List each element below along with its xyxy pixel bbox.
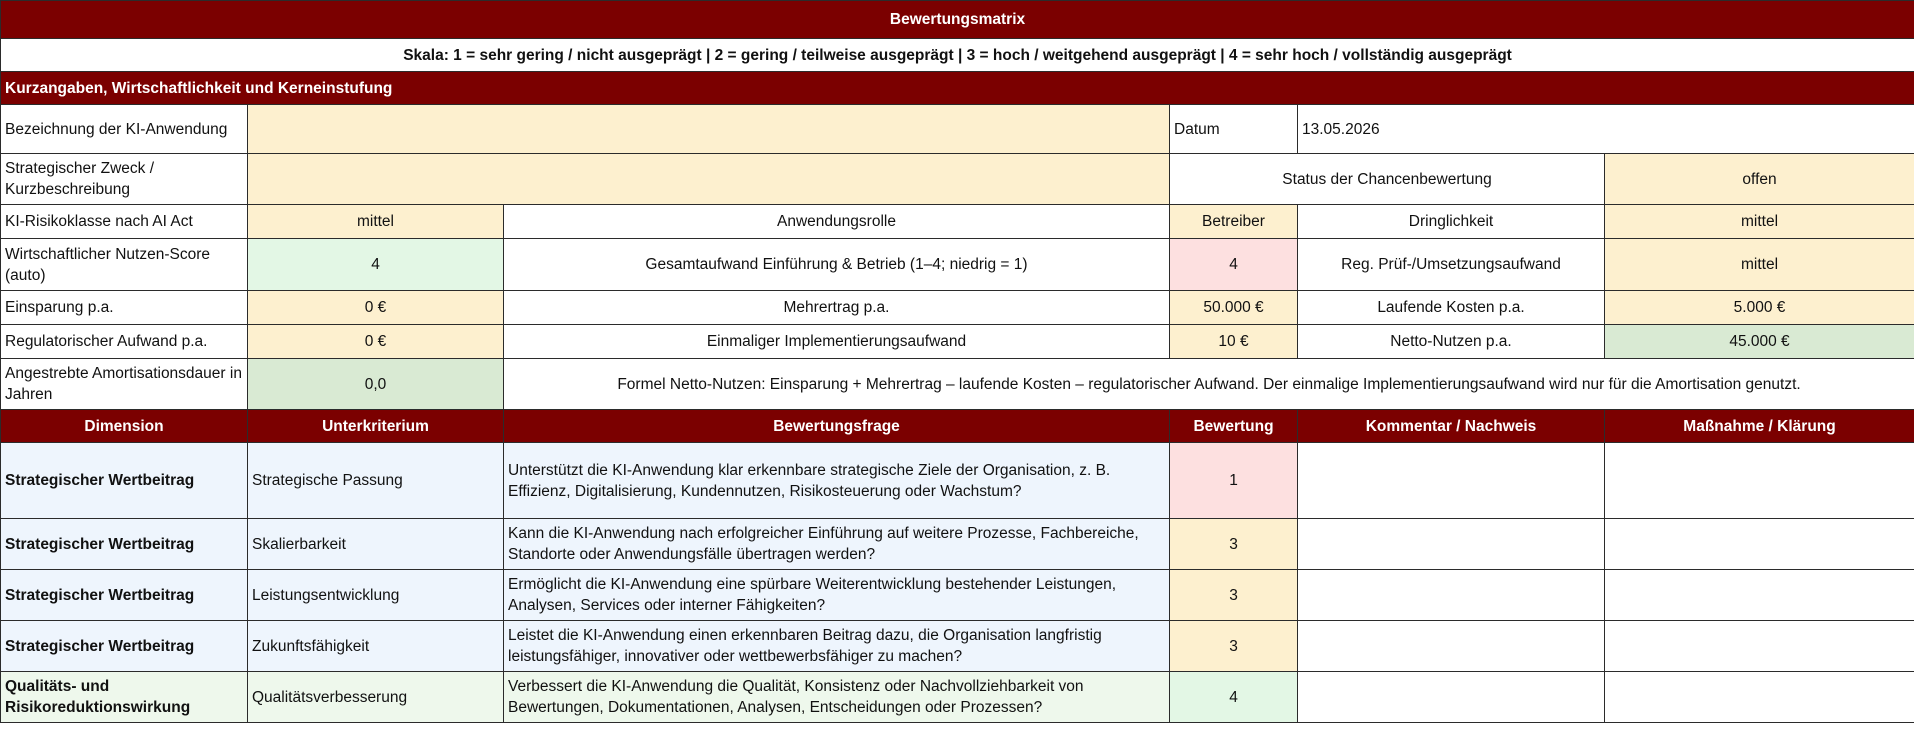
kommentar-cell[interactable] [1298,570,1605,621]
bewertung-cell[interactable]: 4 [1170,672,1298,723]
rolle-label[interactable]: Anwendungsrolle [504,205,1170,239]
frage-cell[interactable]: Verbessert die KI-Anwendung die Qualität, Konsistenz oder Nachvollziehbarkeit von Bewertungen, Dokumentationen, Analysen, Entscheidungen oder Prozessen? [504,672,1170,723]
massnahme-cell[interactable] [1605,519,1914,570]
frage-cell[interactable]: Ermöglicht die KI-Anwendung eine spürbare Weiterentwicklung bestehender Leistungen, Analysen, Services oder interner Fähigkeiten? [504,570,1170,621]
datum-label[interactable]: Datum [1170,105,1298,154]
dimension-cell[interactable]: Strategischer Wertbeitrag [1,621,248,672]
bezeichnung-input[interactable] [248,105,1170,154]
kriterium-cell[interactable]: Skalierbarkeit [248,519,504,570]
frage-cell[interactable]: Unterstützt die KI-Anwendung klar erkennbare strategische Ziele der Organisation, z. B. Effizienz, Digitalisierung, Kundennutzen, Risikosteuerung oder Wachstum? [504,443,1170,519]
kommentar-cell[interactable] [1298,519,1605,570]
implementierung-value[interactable]: 10 € [1170,325,1298,359]
kriterium-cell[interactable]: Zukunftsfähigkeit [248,621,504,672]
kriterium-cell[interactable]: Qualitätsverbesserung [248,672,504,723]
dimension-cell[interactable]: Strategischer Wertbeitrag [1,443,248,519]
rolle-value[interactable]: Betreiber [1170,205,1298,239]
bezeichnung-label[interactable]: Bezeichnung der KI-Anwendung [1,105,248,154]
col-header-bewertungsfrage[interactable]: Bewertungsfrage [504,410,1170,443]
table-row [1,443,1914,519]
massnahme-cell[interactable] [1605,621,1914,672]
massnahme-cell[interactable] [1605,672,1914,723]
mehrertrag-label[interactable]: Mehrertrag p.a. [504,291,1170,325]
dringlichkeit-label[interactable]: Dringlichkeit [1298,205,1605,239]
kommentar-cell[interactable] [1298,672,1605,723]
dimension-cell[interactable]: Strategischer Wertbeitrag [1,519,248,570]
amortisation-value[interactable]: 0,0 [248,359,504,410]
netto-nutzen-value[interactable]: 45.000 € [1605,325,1914,359]
status-label[interactable]: Status der Chancenbewertung [1170,154,1605,205]
kommentar-cell[interactable] [1298,621,1605,672]
netto-nutzen-label[interactable]: Netto-Nutzen p.a. [1298,325,1605,359]
bewertung-cell[interactable]: 3 [1170,519,1298,570]
table-row [1,570,1914,621]
risikoklasse-value[interactable]: mittel [248,205,504,239]
gesamtaufwand-value[interactable]: 4 [1170,239,1298,291]
reg-aufwand-value[interactable]: 0 € [248,325,504,359]
nutzen-score-label[interactable]: Wirtschaftlicher Nutzen-Score (auto) [1,239,248,291]
section-title[interactable]: Kurzangaben, Wirtschaftlichkeit und Kerneinstufung [1,72,1914,105]
scale-legend[interactable]: Skala: 1 = sehr gering / nicht ausgeprägt | 2 = gering / teilweise ausgeprägt | 3 = hoch / weitgehend ausgeprägt | 4 = sehr hoch / vollständig ausgeprägt [1,39,1914,72]
col-header-unterkriterium[interactable]: Unterkriterium [248,410,504,443]
table-row [1,672,1914,723]
amortisation-label[interactable]: Angestrebte Amortisationsdauer in Jahren [1,359,248,410]
risikoklasse-label[interactable]: KI-Risikoklasse nach AI Act [1,205,248,239]
massnahme-cell[interactable] [1605,570,1914,621]
frage-cell[interactable]: Leistet die KI-Anwendung einen erkennbaren Beitrag dazu, die Organisation langfristig leistungsfähiger, innovativer oder wettbewerbsfähiger zu machen? [504,621,1170,672]
table-row [1,621,1914,672]
kommentar-cell[interactable] [1298,443,1605,519]
nutzen-score-value[interactable]: 4 [248,239,504,291]
reg-pruef-value[interactable]: mittel [1605,239,1914,291]
implementierung-label[interactable]: Einmaliger Implementierungsaufwand [504,325,1170,359]
bewertung-cell[interactable]: 3 [1170,621,1298,672]
col-header-kommentar[interactable]: Kommentar / Nachweis [1298,410,1605,443]
col-header-massnahme[interactable]: Maßnahme / Klärung [1605,410,1914,443]
zweck-input[interactable] [248,154,1170,205]
frage-cell[interactable]: Kann die KI-Anwendung nach erfolgreicher Einführung auf weitere Prozesse, Fachbereiche, Standorte oder Anwendungsfälle übertragen werden? [504,519,1170,570]
reg-aufwand-label[interactable]: Regulatorischer Aufwand p.a. [1,325,248,359]
col-header-dimension[interactable]: Dimension [1,410,248,443]
mehrertrag-value[interactable]: 50.000 € [1170,291,1298,325]
kriterium-cell[interactable]: Leistungsentwicklung [248,570,504,621]
einsparung-label[interactable]: Einsparung p.a. [1,291,248,325]
dimension-cell[interactable]: Strategischer Wertbeitrag [1,570,248,621]
dimension-cell[interactable]: Qualitäts- und Risikoreduktionswirkung [1,672,248,723]
dringlichkeit-value[interactable]: mittel [1605,205,1914,239]
laufende-kosten-value[interactable]: 5.000 € [1605,291,1914,325]
massnahme-cell[interactable] [1605,443,1914,519]
einsparung-value[interactable]: 0 € [248,291,504,325]
kriterium-cell[interactable]: Strategische Passung [248,443,504,519]
reg-pruef-label[interactable]: Reg. Prüf-/Umsetzungsaufwand [1298,239,1605,291]
table-row [1,519,1914,570]
zweck-label[interactable]: Strategischer Zweck / Kurzbeschreibung [1,154,248,205]
laufende-kosten-label[interactable]: Laufende Kosten p.a. [1298,291,1605,325]
bewertung-cell[interactable]: 3 [1170,570,1298,621]
gesamtaufwand-label[interactable]: Gesamtaufwand Einführung & Betrieb (1–4; niedrig = 1) [504,239,1170,291]
sheet-title[interactable]: Bewertungsmatrix [1,1,1914,39]
formel-hinweis[interactable]: Formel Netto-Nutzen: Einsparung + Mehrertrag – laufende Kosten – regulatorischer Aufwand. Der einmalige Implementierungsaufwand wird nur für die Amortisation genutzt. [504,359,1914,410]
status-value[interactable]: offen [1605,154,1914,205]
col-header-bewertung[interactable]: Bewertung [1170,410,1298,443]
datum-value[interactable]: 13.05.2026 [1298,105,1914,154]
bewertung-cell[interactable]: 1 [1170,443,1298,519]
